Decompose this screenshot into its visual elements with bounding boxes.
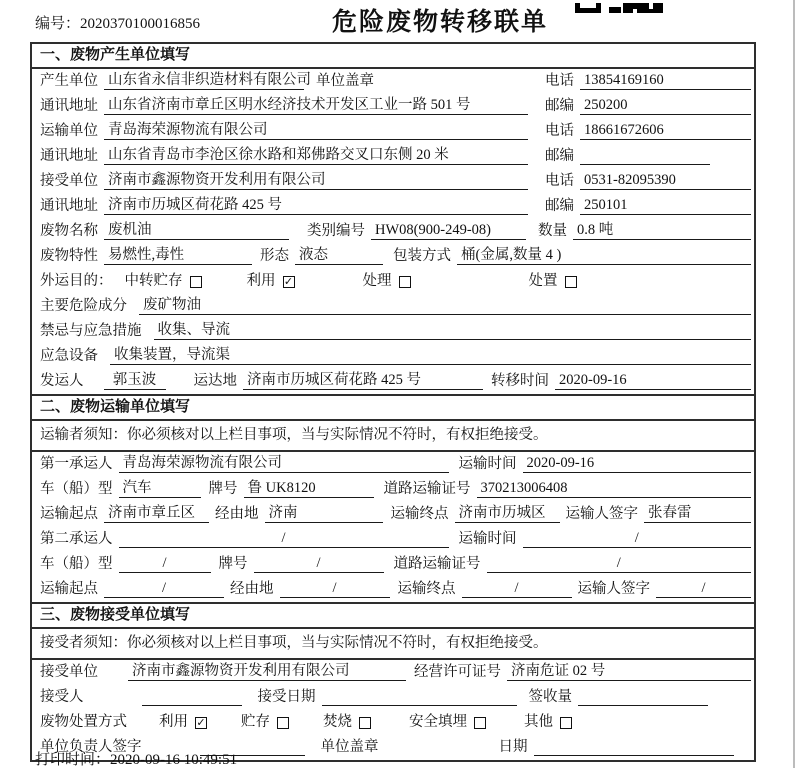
field-label: 邮编 (545, 98, 574, 114)
checkbox-icon (277, 717, 289, 729)
form-row (32, 502, 754, 527)
field-value: 济南市历城区荷花路 425 号 (104, 197, 528, 215)
checkbox-option (363, 273, 411, 290)
form-row (32, 244, 754, 269)
checkbox-icon (190, 276, 202, 288)
form-row (32, 269, 754, 294)
field-value: 废矿物油 (139, 297, 751, 315)
field-value: 济南危证 02 号 (507, 663, 751, 681)
field-group (40, 197, 545, 215)
form-row (32, 344, 754, 369)
section-title: 二、废物运输单位填写 (32, 396, 754, 421)
field-group (40, 72, 545, 90)
form-row (32, 319, 754, 344)
field-value: 济南市鑫源物资开发利用有限公司 (128, 663, 406, 681)
field-value: 山东省青岛市李沧区徐水路和郑佛路交叉口东侧 20 米 (104, 147, 528, 165)
field-value: / (119, 555, 211, 573)
field-label: 接受单位 (40, 173, 98, 189)
field-label: 牌号 (218, 556, 248, 572)
checkbox-option (323, 714, 371, 731)
field-label: 数量 (538, 223, 567, 239)
field-value: / (462, 580, 572, 598)
form-row (32, 69, 754, 94)
print-time-label: 打印时间： (35, 752, 111, 768)
field-value: 2020-09-16 (523, 455, 752, 473)
form-row (32, 527, 754, 552)
field-value: 济南市历城区荷花路 425 号 (243, 372, 483, 390)
form-row (32, 194, 754, 219)
section-title: 一、废物产生单位填写 (32, 44, 754, 69)
field-label: 接受人 (40, 689, 84, 705)
field-value: 370213006408 (477, 480, 752, 498)
field-label: 包装方式 (393, 248, 451, 264)
field-value: / (280, 580, 390, 598)
field-value: 山东省永信非织造材料有限公司 (104, 72, 304, 90)
field-label: 运输单位 (40, 123, 98, 139)
field-label: 运输时间 (458, 456, 517, 472)
manifest-form-table (30, 42, 756, 762)
field-label: 日期 (498, 739, 528, 755)
field-label: 运输时间 (458, 531, 517, 547)
form-row (32, 710, 754, 735)
checkbox-icon (359, 717, 371, 729)
form-row (32, 369, 754, 394)
field-value (142, 689, 242, 706)
field-value: 收集、导流 (154, 322, 752, 340)
checkbox-icon: ✓ (196, 716, 206, 729)
field-label: 邮编 (545, 148, 574, 164)
notice-text: 接受者须知：你必须核对以上栏目事项，当与实际情况不符时，有权拒绝接受。 (32, 629, 754, 660)
field-value: 废机油 (104, 222, 289, 240)
checkbox-label: 利用 (246, 273, 276, 289)
checkbox-label: 贮存 (241, 714, 270, 730)
field-value (322, 689, 517, 706)
checkbox-icon (474, 717, 486, 729)
field-value: 张春雷 (644, 505, 751, 523)
page-edge-divider (793, 0, 795, 768)
form-row (32, 219, 754, 244)
checkbox-label: 焚烧 (323, 714, 352, 730)
field-label: 车（船）型 (40, 481, 113, 497)
checkbox-icon (399, 276, 411, 288)
field-label: 运输人签字 (565, 506, 638, 522)
form-row (32, 452, 754, 477)
checkbox-label: 处理 (362, 273, 392, 289)
checkbox-option (159, 714, 207, 731)
form-row (32, 552, 754, 577)
field-value: 济南 (265, 505, 383, 523)
field-label: 应急设备 (40, 348, 98, 364)
field-label: 运达地 (193, 373, 237, 389)
field-label: 通讯地址 (40, 98, 98, 114)
page-title: 危险废物转移联单 (332, 9, 549, 36)
field-label: 第二承运人 (40, 531, 113, 547)
form-section-3 (32, 602, 754, 760)
field-label: 主要危险成分 (40, 298, 127, 314)
checkbox-option (247, 273, 295, 290)
form-row (32, 577, 754, 602)
field-label: 道路运输证号 (393, 556, 481, 572)
field-group (40, 97, 545, 115)
checkbox-label: 中转贮存 (124, 273, 183, 289)
field-value: 0.8 吨 (573, 222, 751, 240)
checkbox-label: 处置 (528, 273, 558, 289)
field-value: 收集装置，导流渠 (110, 347, 751, 365)
field-label: 转移时间 (491, 373, 549, 389)
form-section-1 (32, 44, 754, 394)
form-row (32, 119, 754, 144)
qr-code-icon (575, 0, 663, 10)
field-label: 禁忌与应急措施 (40, 323, 142, 339)
field-value: 液态 (295, 247, 383, 265)
checkbox-option (125, 273, 202, 290)
field-label: 运输终点 (397, 581, 456, 597)
field-value: 济南市历城区 (455, 505, 560, 523)
field-label: 废物名称 (40, 223, 98, 239)
form-row (32, 294, 754, 319)
print-time-value: 2020-09-16 10:49:51 (110, 752, 238, 768)
form-row (32, 660, 754, 685)
checkbox-option (409, 714, 486, 731)
field-value: 郭玉波 (104, 372, 166, 390)
field-value: / (119, 530, 449, 548)
checkbox-label: 其他 (524, 714, 553, 730)
field-label: 单位负责人签字 (40, 739, 142, 755)
field-value: 250101 (580, 197, 751, 215)
field-label: 通讯地址 (40, 198, 98, 214)
field-label: 电话 (545, 73, 574, 89)
field-value (580, 148, 710, 165)
field-label: 邮编 (545, 198, 574, 214)
field-label: 道路运输证号 (383, 481, 471, 497)
field-label: 签收量 (528, 689, 572, 705)
field-label: 发运人 (40, 373, 84, 389)
print-time-line (35, 748, 237, 768)
form-row (32, 685, 754, 710)
field-group (40, 147, 545, 165)
field-label: 第一承运人 (40, 456, 113, 472)
field-label: 电话 (545, 123, 574, 139)
field-value: 汽车 (119, 480, 201, 498)
checkbox-option (241, 714, 289, 731)
field-value: 青岛海荣源物流有限公司 (119, 455, 449, 473)
serial-number: 2020370100016856 (80, 16, 201, 32)
field-label: 废物处置方式 (40, 714, 127, 730)
field-label: 废物特性 (40, 248, 98, 264)
field-label: 运输人签字 (577, 581, 650, 597)
checkbox-icon: ✓ (283, 275, 294, 288)
checkbox-icon (560, 717, 572, 729)
field-value: 鲁 UK8120 (244, 480, 374, 498)
static-text: 单位盖章 (316, 73, 374, 89)
field-label: 牌号 (208, 481, 238, 497)
field-value: 易燃性,毒性 (104, 247, 252, 265)
field-value (578, 689, 708, 706)
field-value: 250200 (580, 97, 751, 115)
static-text: 单位盖章 (320, 739, 379, 755)
field-label: 运输起点 (40, 506, 98, 522)
field-label: 接受日期 (257, 689, 316, 705)
checkbox-label: 利用 (159, 714, 188, 730)
field-label: 运输起点 (40, 581, 98, 597)
field-value: / (523, 530, 752, 548)
field-label: 外运目的： (40, 273, 113, 289)
field-value: / (254, 555, 384, 573)
field-label: 经营许可证号 (414, 664, 501, 680)
serial-number-line (35, 12, 200, 33)
checkbox-icon (565, 276, 577, 288)
field-value: 桶(金属,数量 4 ) (457, 247, 751, 265)
field-value: 18661672606 (580, 122, 751, 140)
field-value: 2020-09-16 (555, 372, 751, 390)
serial-label: 编号： (35, 16, 81, 32)
field-label: 产生单位 (40, 73, 98, 89)
field-value: 济南市章丘区 (104, 505, 209, 523)
field-label: 电话 (545, 173, 574, 189)
field-value (534, 739, 734, 756)
form-row (32, 144, 754, 169)
field-label: 车（船）型 (40, 556, 113, 572)
field-label: 类别编号 (307, 223, 365, 239)
field-value: HW08(900-249-08) (371, 222, 526, 240)
section-title: 三、废物接受单位填写 (32, 604, 754, 629)
field-label: 经由地 (215, 506, 259, 522)
checkbox-option (529, 273, 577, 290)
field-value: 0531-82095390 (580, 172, 751, 190)
form-row (32, 477, 754, 502)
field-value: 13854169160 (580, 72, 751, 90)
form-row (32, 169, 754, 194)
field-value: 山东省济南市章丘区明水经济技术开发区工业一路 501 号 (104, 97, 528, 115)
field-group (40, 122, 545, 140)
field-value: / (104, 580, 224, 598)
field-label: 经由地 (230, 581, 274, 597)
field-value: 济南市鑫源物资开发利用有限公司 (104, 172, 528, 190)
field-value: / (487, 555, 752, 573)
field-label: 接受单位 (40, 664, 98, 680)
field-group (40, 172, 545, 190)
notice-text: 运输者须知：你必须核对以上栏目事项，当与实际情况不符时，有权拒绝接受。 (32, 421, 754, 452)
field-value: / (656, 580, 751, 598)
field-value: 青岛海荣源物流有限公司 (104, 122, 528, 140)
form-section-2 (32, 394, 754, 602)
form-row (32, 94, 754, 119)
field-label: 形态 (260, 248, 289, 264)
checkbox-label: 安全填埋 (409, 714, 467, 730)
checkbox-option (524, 714, 572, 731)
field-label: 通讯地址 (40, 148, 98, 164)
field-label: 运输终点 (390, 506, 449, 522)
